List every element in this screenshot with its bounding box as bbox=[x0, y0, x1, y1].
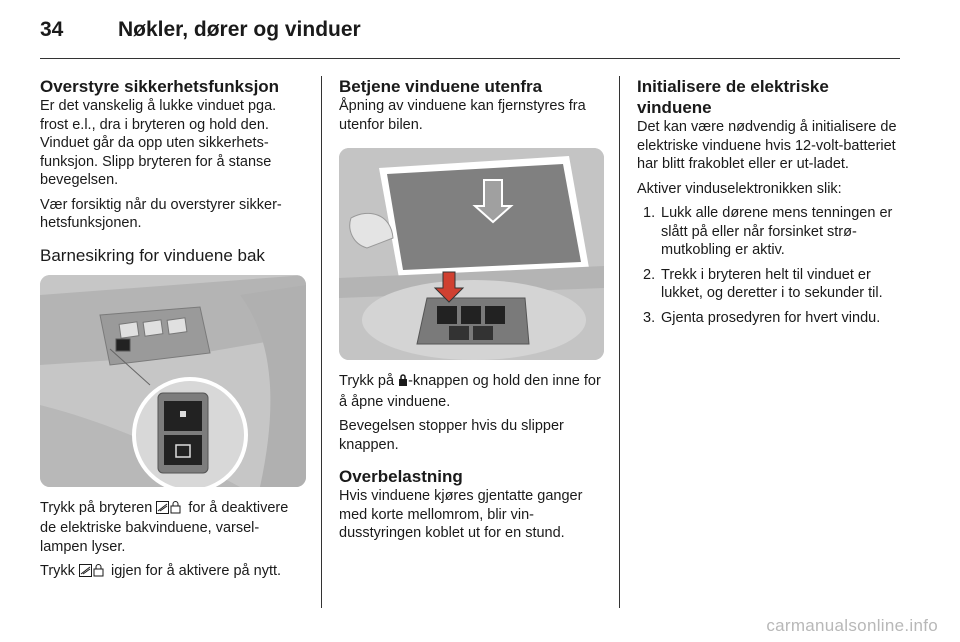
childlock-instruction bbox=[40, 499, 306, 557]
childlock-again bbox=[40, 562, 306, 583]
step-text: Gjenta prosedyren for hvert vindu. bbox=[661, 309, 881, 326]
column-divider-2 bbox=[619, 76, 620, 608]
remote-stop: Bevegelsen stopper hvis du slipper knappen. bbox=[339, 418, 564, 453]
lock-icon bbox=[398, 374, 408, 393]
column-middle bbox=[339, 76, 604, 543]
door-panel-drawing bbox=[40, 275, 306, 487]
child-lock-icon bbox=[79, 564, 107, 583]
page-number: 34 bbox=[40, 18, 64, 41]
init-heading: Initialisere de elektriske vinduene bbox=[637, 77, 829, 117]
override-heading: Overstyre sikkerhetsfunksjon bbox=[40, 77, 280, 96]
override-body: Er det vanskelig å lukke vinduet pga. frost e.l., dra i bryteren og hold den. Vinduet går da opp uten sikkerhets-funksjon. Slipp bryteren for å stanse bevegelsen. bbox=[40, 98, 277, 188]
init-sub: Det kan være nødvendig å initialisere de elektriske vinduene hvis 12-volt-batteriet har blitt frakoblet eller er ut-ladet. bbox=[637, 119, 897, 172]
column-right bbox=[637, 76, 902, 333]
header-divider bbox=[40, 58, 900, 59]
remote-heading: Betjene vinduene utenfra bbox=[339, 77, 543, 96]
column-left bbox=[40, 76, 306, 589]
childlock-again-a: Trykk bbox=[40, 563, 75, 579]
remote-window-illustration bbox=[339, 148, 604, 360]
list-item bbox=[637, 266, 902, 303]
step-text: Trekk i bryteren helt til vinduet er lukket, og deretter i to sekunder til. bbox=[661, 266, 883, 301]
init-intro: Aktiver vinduselektronikken slik: bbox=[637, 180, 842, 197]
child-lock-icon bbox=[156, 501, 184, 520]
remote-press-b: -knappen og hold den inne for å åpne vinduene. bbox=[339, 373, 601, 410]
childlock-switch-illustration bbox=[40, 275, 306, 487]
override-caution: Vær forsiktig når du overstyrer sikker-hetsfunksjonen. bbox=[40, 196, 282, 231]
page-header bbox=[40, 18, 920, 58]
init-steps bbox=[637, 204, 902, 327]
step-text: Lukk alle dørene mens tenningen er slått på eller når forsinket strø-mutkobling er aktiv. bbox=[661, 205, 893, 258]
childlock-heading: Barnesikring for vinduene bak bbox=[40, 245, 265, 265]
list-item bbox=[637, 309, 902, 328]
watermark: carmanualsonline.info bbox=[766, 616, 938, 635]
car-window-key-drawing bbox=[339, 148, 604, 360]
step-number: 1. bbox=[643, 205, 656, 221]
column-divider-1 bbox=[321, 76, 322, 608]
remote-sub: Åpning av vinduene kan fjernstyres fra utenfor bilen. bbox=[339, 98, 586, 133]
remote-press-a: Trykk på bbox=[339, 373, 395, 389]
step-number: 3. bbox=[643, 309, 656, 326]
page-title: Nøkler, dører og vinduer bbox=[118, 18, 361, 41]
step-number: 2. bbox=[643, 266, 656, 283]
overload-heading: Overbelastning bbox=[339, 467, 463, 486]
overload-sub: Hvis vinduene kjøres gjentatte ganger med korte mellomrom, blir vin-dusstyringen koblet ut for en stund. bbox=[339, 488, 583, 541]
childlock-text-a: Trykk på bryteren bbox=[40, 499, 153, 516]
remote-press bbox=[339, 372, 604, 411]
list-item bbox=[637, 204, 902, 260]
childlock-text-b: for å deaktivere de elektriske bakvinduene, varsel-lampen lyser. bbox=[40, 499, 289, 555]
childlock-again-b: igjen for å aktivere på nytt. bbox=[110, 563, 282, 579]
